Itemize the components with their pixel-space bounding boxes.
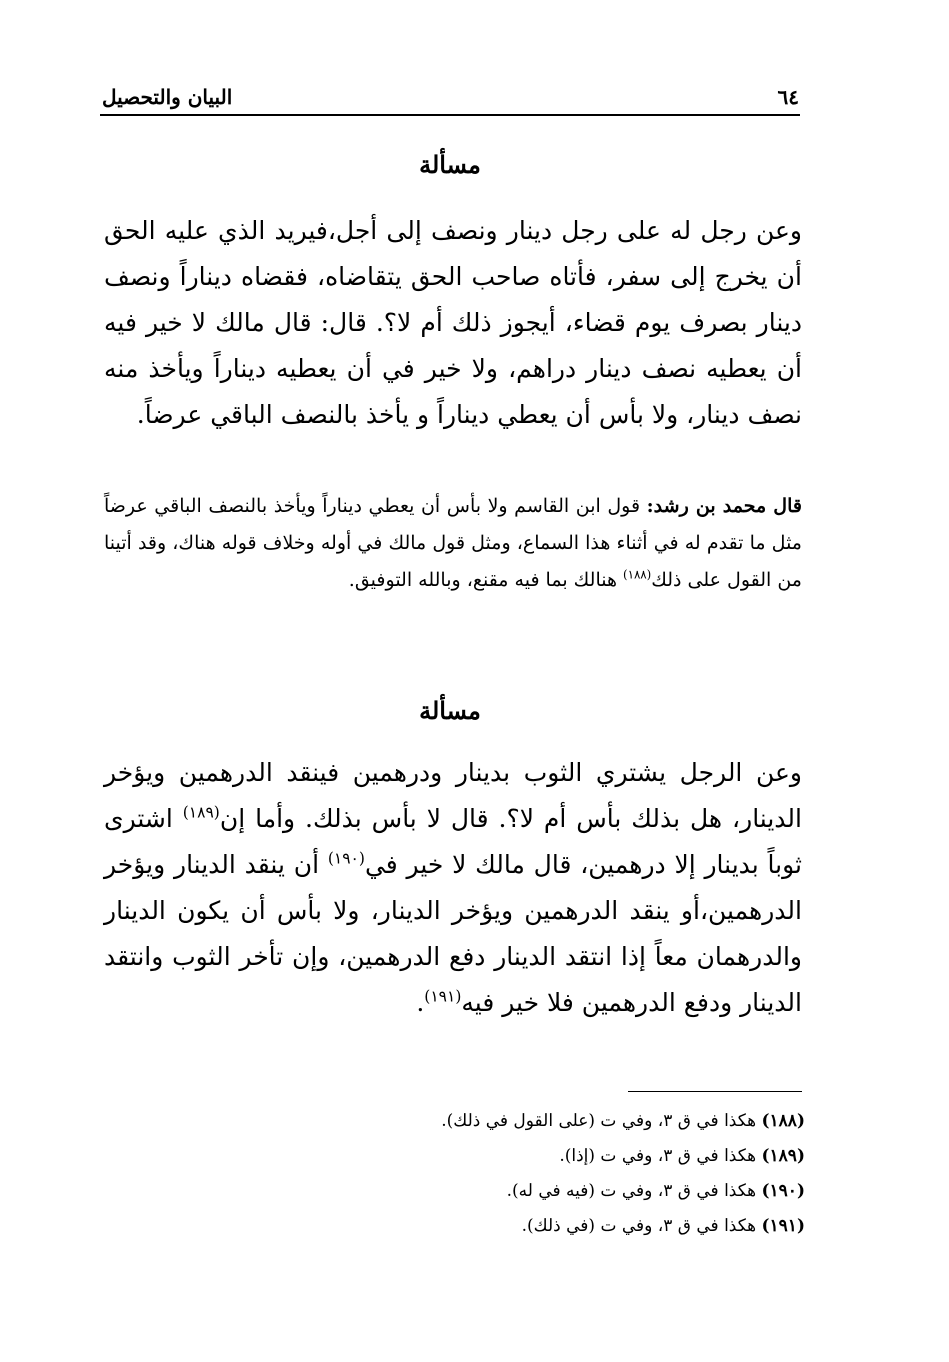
footnotes [300,1104,805,1244]
commentary-text-end: هنالك بما فيه مقنع، وبالله التوفيق. [348,569,624,591]
commentary-paragraph [104,488,802,599]
section-2-part-3: أن ينقد الدينار ويؤخر الدرهمين،أو ينقد الدرهمين ويؤخر الدينار، ولا بأس أن يكون الدينار والدرهمان معاً إذا انتقد الدينار دفع الدرهمين، وإن تأخر الثوب وانتقد الدينار ودفع الدرهمين فلا خير فيه [104,850,802,1017]
running-header [102,82,799,112]
section-title-2: مسألة [419,696,481,725]
footnote-text: هكذا في ق ٣، وفي ت (على القول في ذلك). [441,1111,762,1131]
footnote-ref-189[interactable]: (١٨٩) [182,803,220,822]
section-title-1: مسألة [419,150,481,179]
commentary-text: قول ابن القاسم ولا بأس أن يعطي ديناراً ويأخذ بالنصف الباقي عرضاً مثل ما تقدم له في أثناء هذا السماع، ومثل قول مالك في أوله وخلاف قوله هناك، وقد أتينا من القول على ذلك [104,495,802,591]
section-1-text: وعن رجل له على رجل دينار ونصف إلى أجل،فيريد الذي عليه الحق أن يخرج إلى سفر، فأتاه صاحب الحق يتقاضاه، فقضاه ديناراً ونصف دينار بصرف يوم قضاء، أيجوز ذلك أم لا؟. قال: قال مالك لا خير فيه أن يعطيه نصف دينار دراهم، ولا خير في أن يعطيه ديناراً ويأخذ منه نصف دينار، ولا بأس أن يعطي ديناراً و يأخذ بالنصف الباقي عرضاً. [104,216,802,429]
footnote-number: (١٩٠) [761,1181,805,1201]
footnote-190 [300,1174,805,1209]
footnote-text: هكذا في ق ٣، وفي ت (في ذلك). [521,1216,762,1236]
footnote-text: هكذا في ق ٣، وفي ت (فيه في له). [506,1181,762,1201]
footnote-number: (١٨٩) [761,1146,805,1166]
footnote-191 [300,1209,805,1244]
header-rule [100,114,800,116]
footnote-ref-191[interactable]: (١٩١) [424,987,462,1006]
footnote-ref-190[interactable]: (١٩٠) [327,849,365,868]
book-title: البيان والتحصيل [102,85,233,109]
footnote-number: (١٨٨) [761,1111,805,1131]
page-number: ٦٤ [777,85,799,109]
section-2-part-2: اشترى ثوباً بدينار إلا درهمين، قال مالك لا خير في [104,804,803,879]
section-2-part-4: . [416,988,425,1017]
footnote-188 [300,1104,805,1139]
footnote-189 [300,1139,805,1174]
footnote-ref-188[interactable]: (١٨٨) [623,567,652,582]
section-2-part-1: وعن الرجل يشتري الثوب بدينار ودرهمين فينقد الدرهمين ويؤخر الدينار، هل بذلك بأس أم لا؟. قال لا بأس بذلك. وأما إن [104,758,802,833]
footnote-number: (١٩١) [761,1216,805,1236]
commentary-lead: قال محمد بن رشد: [646,495,802,517]
footnote-separator [628,1091,802,1092]
footnote-text: هكذا في ق ٣، وفي ت (إذا). [559,1146,762,1166]
section-2-text [104,750,802,1026]
